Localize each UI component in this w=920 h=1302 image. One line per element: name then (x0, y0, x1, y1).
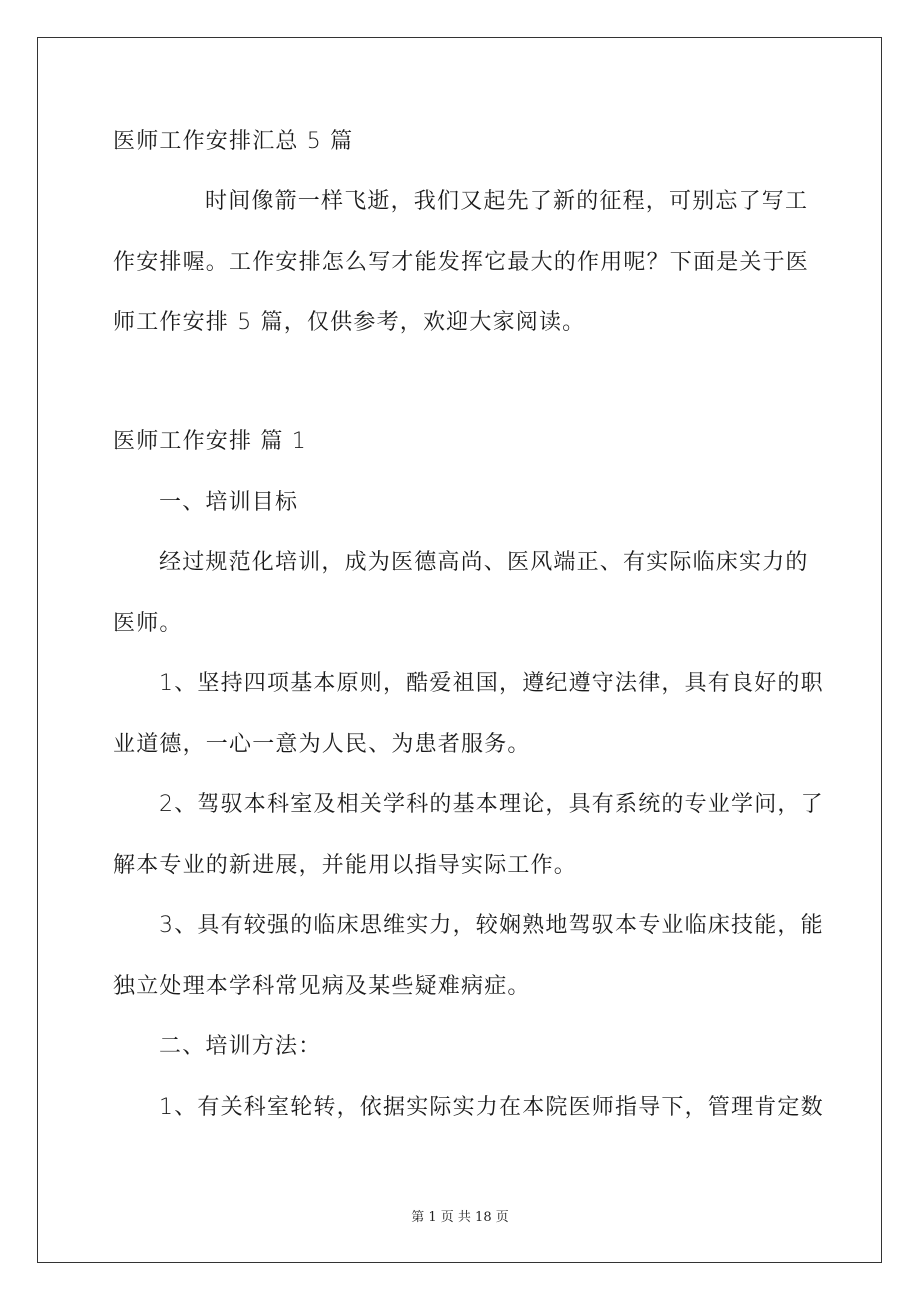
text-line: 医师。 (113, 611, 183, 636)
text-line: 经过规范化培训，成为医德高尚、医风端正、有实际临床实力的 (159, 550, 809, 575)
section-heading: 医师工作安排 篇 1 (113, 429, 307, 454)
page-footer: 第 1 页 共 18 页 (411, 1210, 509, 1225)
text-line: 一、培训目标 (159, 490, 299, 515)
text-line: 3、具有较强的临床思维实力，较娴熟地驾驭本专业临床技能，能 (159, 913, 824, 938)
text-line: 解本专业的新进展，并能用以指导实际工作。 (113, 853, 578, 878)
text-line: 师工作安排 5 篇，仅供参考，欢迎大家阅读。 (113, 310, 586, 335)
text-line: 业道德，一心一意为人民、为患者服务。 (113, 732, 531, 757)
text-line: 作安排喔。工作安排怎么写才能发挥它最大的作用呢？下面是关于医 (113, 250, 810, 275)
text-line: 1、有关科室轮转，依据实际实力在本院医师指导下，管理肯定数 (159, 1095, 824, 1120)
text-line: 时间像箭一样飞逝，我们又起先了新的征程，可别忘了写工 (205, 189, 809, 214)
text-line: 1、坚持四项基本原则，酷爱祖国，遵纪遵守法律，具有良好的职 (159, 671, 824, 696)
text-line: 2、驾驭本科室及相关学科的基本理论，具有系统的专业学问，了 (159, 792, 824, 817)
text-line: 二、培训方法： (159, 1034, 322, 1059)
text-line: 独立处理本学科常见病及某些疑难病症。 (113, 974, 531, 999)
page-border (37, 37, 882, 1263)
document-title: 医师工作安排汇总 5 篇 (113, 129, 354, 154)
